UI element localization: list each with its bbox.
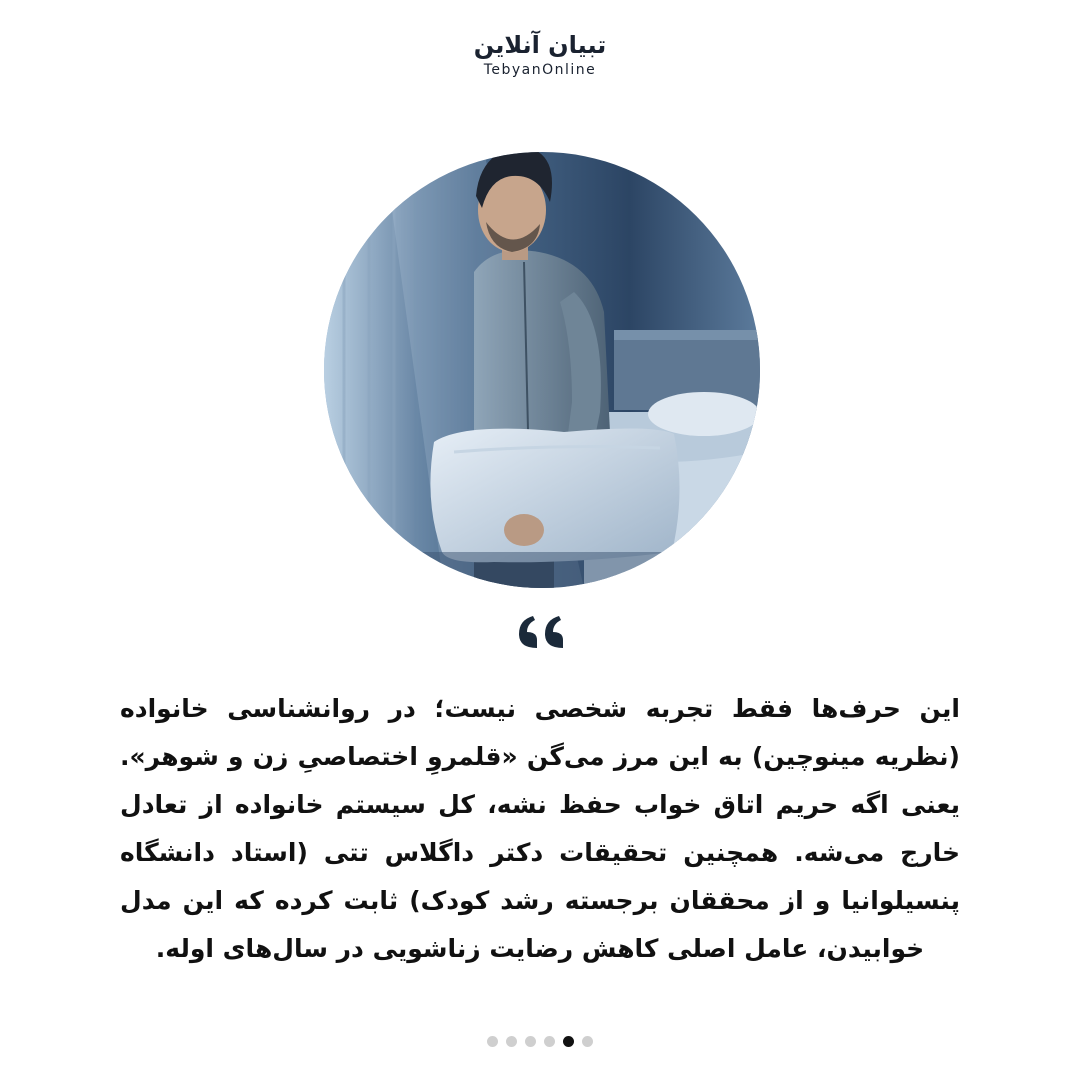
quote-open-icon bbox=[515, 612, 567, 652]
pagination-dot-4[interactable] bbox=[544, 1036, 555, 1047]
pagination-dot-6[interactable] bbox=[582, 1036, 593, 1047]
brand-name-persian: تبیان آنلاین bbox=[473, 31, 607, 59]
quote-text: این حرف‌ها فقط تجربه شخصی نیست؛ در روانشناسی خانواده (نظریه مینوچین) به این مرز می‌گن «قلمروِ اختصاصیِ زن و شوهر». یعنی اگه حریم اتاق خواب حفظ نشه، کل سیستم خانواده از تعادل خارج می‌شه. همچنین تحقیقات دکتر داگلاس تتی (استاد دانشگاه پنسیلوانیا و از محققان برجسته رشد کودک) ثابت کرده که این مدل خوابیدن، عامل اصلی کاهش رضایت زناشویی در سال‌های اوله. bbox=[120, 694, 960, 963]
illustration-man-with-pillow bbox=[324, 152, 760, 588]
pagination-dot-3[interactable] bbox=[525, 1036, 536, 1047]
carousel-pagination bbox=[0, 1036, 1080, 1047]
brand-name-english: TebyanOnline bbox=[483, 62, 597, 78]
pagination-dot-2[interactable] bbox=[506, 1036, 517, 1047]
pagination-dot-5-active[interactable] bbox=[563, 1036, 574, 1047]
brand-logo bbox=[0, 30, 1080, 78]
pagination-dot-1[interactable] bbox=[487, 1036, 498, 1047]
